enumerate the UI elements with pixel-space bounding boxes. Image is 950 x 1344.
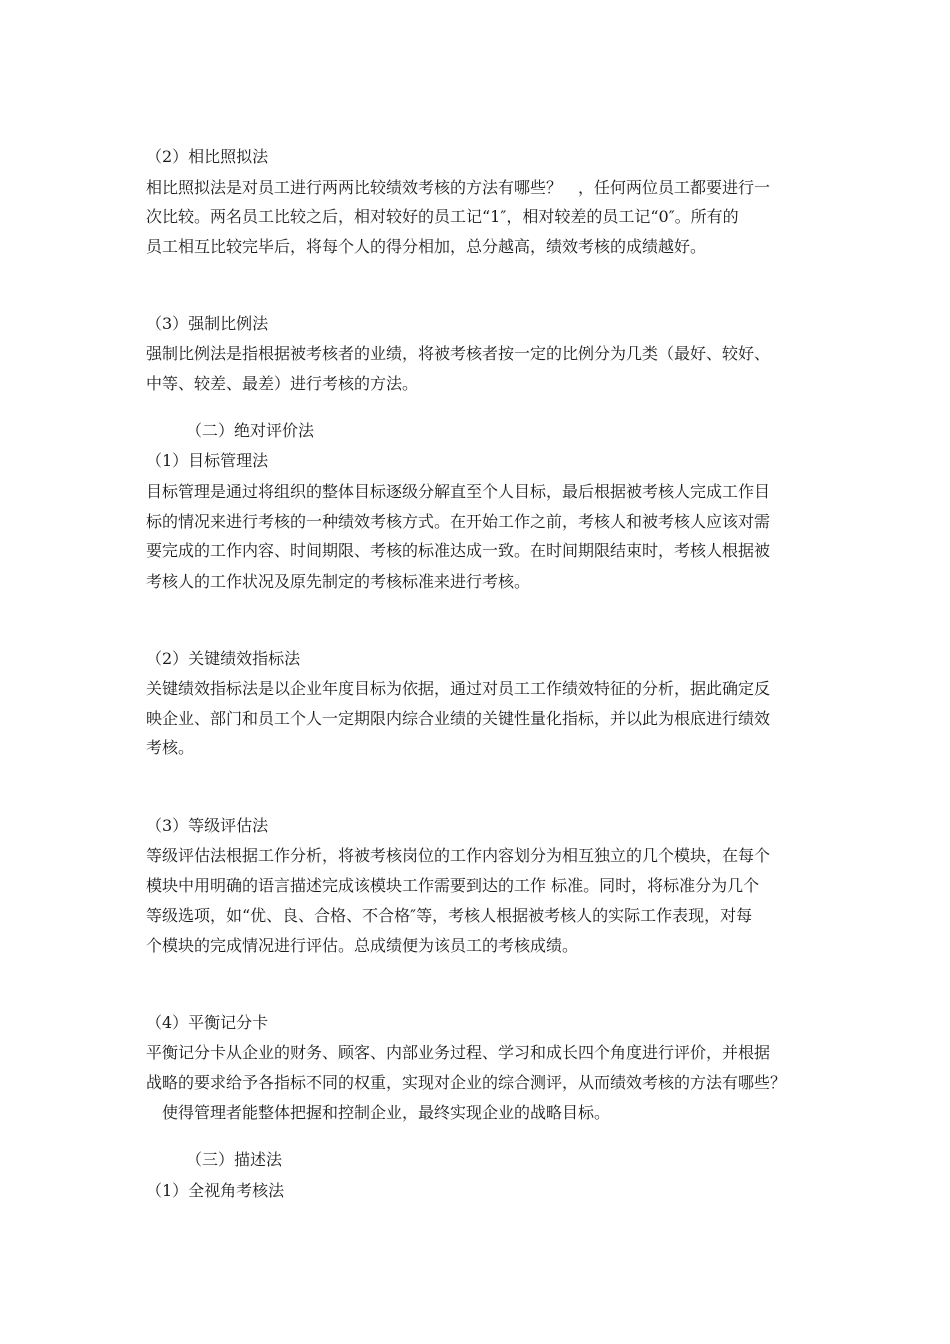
paragraph-line: 平衡记分卡从企业的财务、顾客、内部业务过程、学习和成长四个角度进行评价，并根据 <box>146 1043 771 1062</box>
heading-360-degree-method: （1）全视角考核法 <box>146 1181 285 1200</box>
heading-balanced-scorecard: （4）平衡记分卡 <box>146 1013 269 1032</box>
paragraph-line: 战略的要求给予各指标不同的权重，实现对企业的综合测评，从而绩效考核的方法有哪些？ <box>146 1073 787 1092</box>
heading-grade-evaluation: （3）等级评估法 <box>146 816 269 835</box>
section-heading-description-method: （三）描述法 <box>186 1150 283 1169</box>
paragraph-line: 个模块的完成情况进行评估。总成绩便为该员工的考核成绩。 <box>146 936 579 955</box>
heading-forced-ratio-method: （3）强制比例法 <box>146 314 269 333</box>
paragraph-line: 目标管理是通过将组织的整体目标逐级分解直至个人目标，最后根据被考核人完成工作目 <box>146 482 771 501</box>
paragraph-line: 相比照拟法是对员工进行两两比较绩效考核的方法有哪些？ ，任何两位员工都要进行一 <box>146 178 771 197</box>
paragraph-line: 考核。 <box>146 738 195 757</box>
paragraph-line: 模块中用明确的语言描述完成该模块工作需要到达的工作 标准。同时，将标准分为几个 <box>146 876 760 895</box>
paragraph-line: 等级评估法根据工作分析，将被考核岗位的工作内容划分为相互独立的几个模块，在每个 <box>146 846 771 865</box>
paragraph-line: 强制比例法是指根据被考核者的业绩，将被考核者按一定的比例分为几类（最好、较好、 <box>146 344 771 363</box>
paragraph-line: 次比较。两名员工比较之后，相对较好的员工记“1″，相对较差的员工记“0″。所有的 <box>146 207 739 226</box>
paragraph-line: 中等、较差、最差）进行考核的方法。 <box>146 374 419 393</box>
paragraph-line: 等级选项，如“优、良、合格、不合格″等，考核人根据被考核人的实际工作表现，对每 <box>146 906 753 925</box>
heading-kpi-method: （2）关键绩效指标法 <box>146 649 301 668</box>
section-heading-absolute-evaluation: （二）绝对评价法 <box>186 421 315 440</box>
paragraph-line: 标的情况来进行考核的一种绩效考核方式。在开始工作之前，考核人和被考核人应该对需 <box>146 512 771 531</box>
paragraph-line: 员工相互比较完毕后，将每个人的得分相加，总分越高，绩效考核的成绩越好。 <box>146 237 707 256</box>
paragraph-line: 使得管理者能整体把握和控制企业，最终实现企业的战略目标。 <box>146 1103 611 1122</box>
paragraph-line: 关键绩效指标法是以企业年度目标为依据，通过对员工工作绩效特征的分析，据此确定反 <box>146 679 771 698</box>
paragraph-line: 映企业、部门和员工个人一定期限内综合业绩的关键性量化指标，并以此为根底进行绩效 <box>146 709 771 728</box>
paragraph-line: 考核人的工作状况及原先制定的考核标准来进行考核。 <box>146 572 531 591</box>
heading-objective-management: （1）目标管理法 <box>146 451 269 470</box>
paragraph-line: 要完成的工作内容、时间期限、考核的标准达成一致。在时间期限结束时，考核人根据被 <box>146 541 771 560</box>
heading-comparison-method: （2）相比照拟法 <box>146 147 269 166</box>
